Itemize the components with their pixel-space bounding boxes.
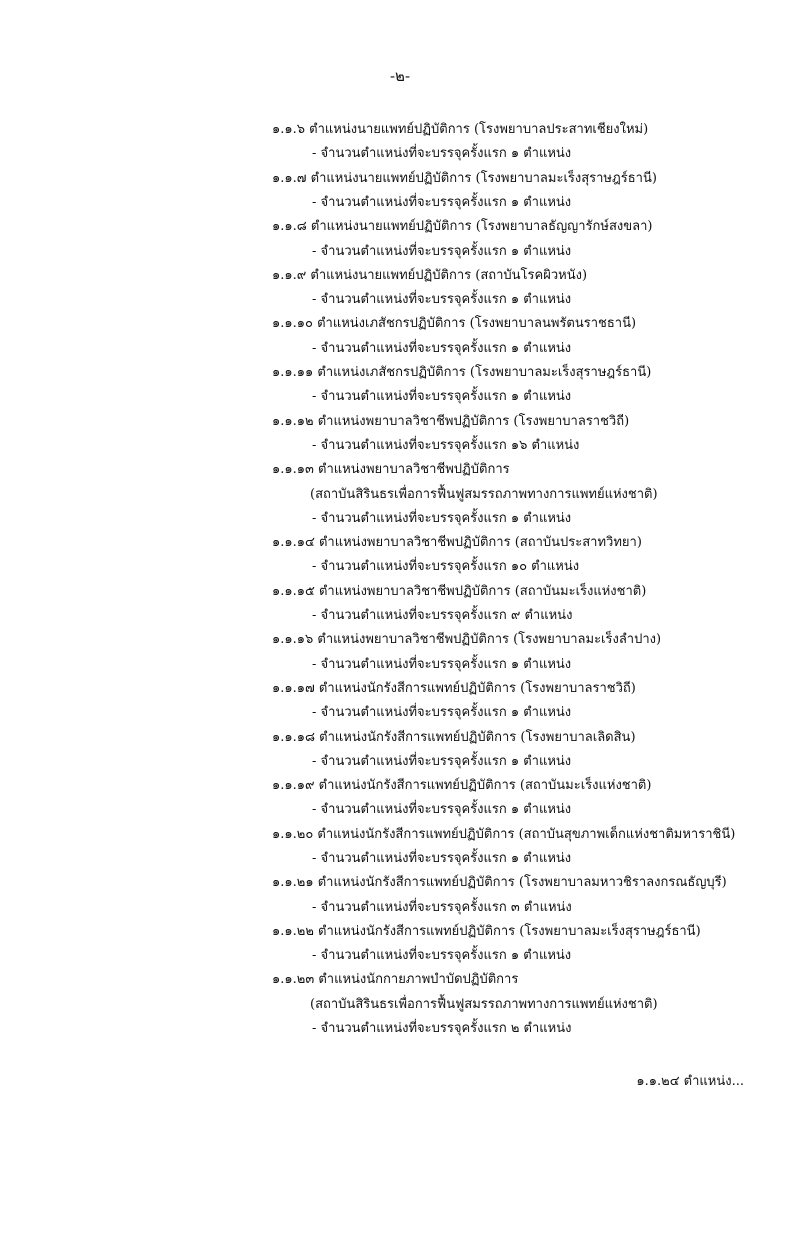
page-number: -๒- xyxy=(389,67,411,85)
position-count: - จำนวนตำแหน่งที่จะบรรจุครั้งแรก ๑๐ ตำแหน่ง xyxy=(312,559,580,574)
position-heading: ๑.๑.๑๒ ตำแหน่งพยาบาลวิชาชีพปฏิบัติการ (โรงพยาบาลราชวิถี) xyxy=(272,414,630,429)
position-count: - จำนวนตำแหน่งที่จะบรรจุครั้งแรก ๑ ตำแหน่ง xyxy=(312,851,572,866)
position-count: - จำนวนตำแหน่งที่จะบรรจุครั้งแรก ๑ ตำแหน่ง xyxy=(312,948,572,963)
position-count: - จำนวนตำแหน่งที่จะบรรจุครั้งแรก ๙ ตำแหน่ง xyxy=(312,608,573,623)
position-count: - จำนวนตำแหน่งที่จะบรรจุครั้งแรก ๑ ตำแหน่ง xyxy=(312,657,572,672)
position-count: - จำนวนตำแหน่งที่จะบรรจุครั้งแรก ๑ ตำแหน่ง xyxy=(312,195,572,210)
position-count: - จำนวนตำแหน่งที่จะบรรจุครั้งแรก ๑ ตำแหน่ง xyxy=(312,244,572,259)
position-count: - จำนวนตำแหน่งที่จะบรรจุครั้งแรก ๒ ตำแหน่ง xyxy=(312,1021,572,1036)
position-unit: (สถาบันสิรินธรเพื่อการฟื้นฟูสมรรถภาพทางการแพทย์แห่งชาติ) xyxy=(310,487,658,502)
position-heading: ๑.๑.๑๗ ตำแหน่งนักรังสีการแพทย์ปฏิบัติการ (โรงพยาบาลราชวิถี) xyxy=(272,681,636,696)
position-heading: ๑.๑.๒๓ ตำแหน่งนักกายภาพบำบัดปฏิบัติการ xyxy=(272,972,519,987)
position-heading: ๑.๑.๑๘ ตำแหน่งนักรังสีการแพทย์ปฏิบัติการ (โรงพยาบาลเลิดสิน) xyxy=(272,730,636,745)
position-count: - จำนวนตำแหน่งที่จะบรรจุครั้งแรก ๑ ตำแหน่ง xyxy=(312,292,572,307)
position-heading: ๑.๑.๒๑ ตำแหน่งนักรังสีการแพทย์ปฏิบัติการ (โรงพยาบาลมหาวชิราลงกรณธัญบุรี) xyxy=(272,875,727,890)
position-count: - จำนวนตำแหน่งที่จะบรรจุครั้งแรก ๑ ตำแหน่ง xyxy=(312,389,572,404)
position-count: - จำนวนตำแหน่งที่จะบรรจุครั้งแรก ๑๖ ตำแหน่ง xyxy=(312,438,580,453)
position-heading: ๑.๑.๒๐ ตำแหน่งนักรังสีการแพทย์ปฏิบัติการ (สถาบันสุขภาพเด็กแห่งชาติมหาราชินี) xyxy=(272,827,736,842)
position-count: - จำนวนตำแหน่งที่จะบรรจุครั้งแรก ๑ ตำแหน่ง xyxy=(312,705,572,720)
continuation-text: ๑.๑.๒๔ ตำแหน่ง... xyxy=(636,1074,744,1089)
position-count: - จำนวนตำแหน่งที่จะบรรจุครั้งแรก ๓ ตำแหน่ง xyxy=(312,900,572,915)
position-heading: ๑.๑.๙ ตำแหน่งนายแพทย์ปฏิบัติการ (สถาบันโรคผิวหนัง) xyxy=(272,268,588,283)
position-heading: ๑.๑.๖ ตำแหน่งนายแพทย์ปฏิบัติการ (โรงพยาบาลประสาทเชียงใหม่) xyxy=(272,122,649,137)
position-heading: ๑.๑.๑๖ ตำแหน่งพยาบาลวิชาชีพปฏิบัติการ (โรงพยาบาลมะเร็งลำปาง) xyxy=(272,632,662,647)
position-count: - จำนวนตำแหน่งที่จะบรรจุครั้งแรก ๑ ตำแหน่ง xyxy=(312,511,572,526)
position-heading: ๑.๑.๑๐ ตำแหน่งเภสัชกรปฏิบัติการ (โรงพยาบาลนพรัตนราชธานี) xyxy=(272,316,637,331)
position-heading: ๑.๑.๘ ตำแหน่งนายแพทย์ปฏิบัติการ (โรงพยาบาลธัญญารักษ์สงขลา) xyxy=(272,219,653,234)
position-heading: ๑.๑.๑๙ ตำแหน่งนักรังสีการแพทย์ปฏิบัติการ (สถาบันมะเร็งแห่งชาติ) xyxy=(272,778,652,793)
position-count: - จำนวนตำแหน่งที่จะบรรจุครั้งแรก ๑ ตำแหน่ง xyxy=(312,146,572,161)
position-count: - จำนวนตำแหน่งที่จะบรรจุครั้งแรก ๑ ตำแหน่ง xyxy=(312,341,572,356)
position-heading: ๑.๑.๑๕ ตำแหน่งพยาบาลวิชาชีพปฏิบัติการ (สถาบันมะเร็งแห่งชาติ) xyxy=(272,584,647,599)
position-count: - จำนวนตำแหน่งที่จะบรรจุครั้งแรก ๑ ตำแหน่ง xyxy=(312,802,572,817)
position-heading: ๑.๑.๑๔ ตำแหน่งพยาบาลวิชาชีพปฏิบัติการ (สถาบันประสาทวิทยา) xyxy=(272,535,642,550)
position-unit: (สถาบันสิรินธรเพื่อการฟื้นฟูสมรรถภาพทางการแพทย์แห่งชาติ) xyxy=(310,997,658,1012)
position-heading: ๑.๑.๗ ตำแหน่งนายแพทย์ปฏิบัติการ (โรงพยาบาลมะเร็งสุราษฎร์ธานี) xyxy=(272,171,657,186)
position-heading: ๑.๑.๑๑ ตำแหน่งเภสัชกรปฏิบัติการ (โรงพยาบาลมะเร็งสุราษฎร์ธานี) xyxy=(272,365,652,380)
position-count: - จำนวนตำแหน่งที่จะบรรจุครั้งแรก ๑ ตำแหน่ง xyxy=(312,754,572,769)
position-heading: ๑.๑.๒๒ ตำแหน่งนักรังสีการแพทย์ปฏิบัติการ (โรงพยาบาลมะเร็งสุราษฎร์ธานี) xyxy=(272,924,701,939)
position-heading: ๑.๑.๑๓ ตำแหน่งพยาบาลวิชาชีพปฏิบัติการ xyxy=(272,462,510,477)
